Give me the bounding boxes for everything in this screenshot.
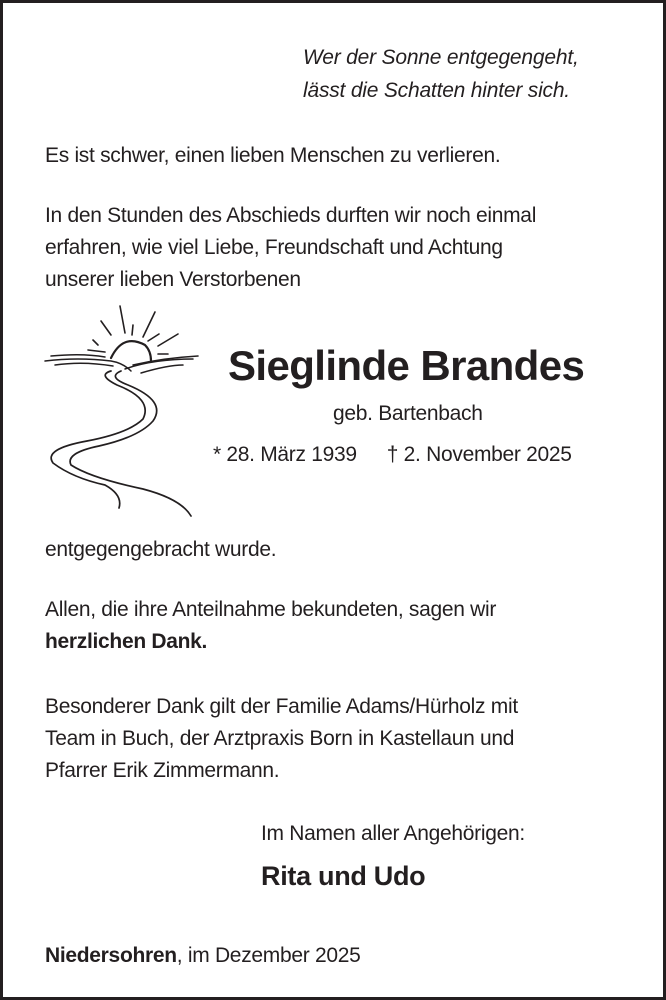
death-date: † 2. November 2025	[386, 443, 572, 466]
farewell-line-3: unserer lieben Verstorbenen	[45, 268, 301, 291]
date-text: , im Dezember 2025	[176, 944, 361, 967]
motto-line-1: Wer der Sonne entgegengeht,	[303, 46, 579, 69]
farewell-paragraph	[45, 200, 536, 296]
farewell-line-2: erfahren, wie viel Liebe, Freundschaft und Achtung	[45, 236, 503, 259]
special-thanks-line-3: Pfarrer Erik Zimmermann.	[45, 759, 280, 782]
thanks-paragraph	[45, 594, 496, 658]
place-name: Niedersohren	[45, 944, 177, 967]
special-thanks-paragraph	[45, 691, 518, 787]
special-thanks-line-2: Team in Buch, der Arztpraxis Born in Kastellaun und	[45, 727, 515, 750]
signature-names: Rita und Udo	[261, 861, 426, 891]
motto-line-2: lässt die Schatten hinter sich.	[303, 79, 570, 102]
birth-date: * 28. März 1939	[213, 443, 357, 466]
intro-text: Es ist schwer, einen lieben Menschen zu verlieren.	[45, 144, 501, 167]
place-date-line	[45, 940, 360, 972]
signature-intro: Im Namen aller Angehörigen:	[261, 822, 525, 845]
maiden-name: geb. Bartenbach	[333, 402, 483, 425]
farewell-line-1: In den Stunden des Abschieds durften wir noch einmal	[45, 204, 537, 227]
thanks-line-1: Allen, die ihre Anteilnahme bekundeten, sagen wir	[45, 598, 497, 621]
motto-quote	[303, 41, 579, 107]
sunrise-road-icon	[33, 303, 203, 518]
thanks-line-2: herzlichen Dank.	[45, 630, 208, 653]
deceased-name: Sieglinde Brandes	[228, 342, 585, 389]
special-thanks-line-1: Besonderer Dank gilt der Familie Adams/Hürholz mit	[45, 695, 518, 718]
received-text: entgegengebracht wurde.	[45, 538, 277, 561]
life-dates	[213, 439, 572, 471]
